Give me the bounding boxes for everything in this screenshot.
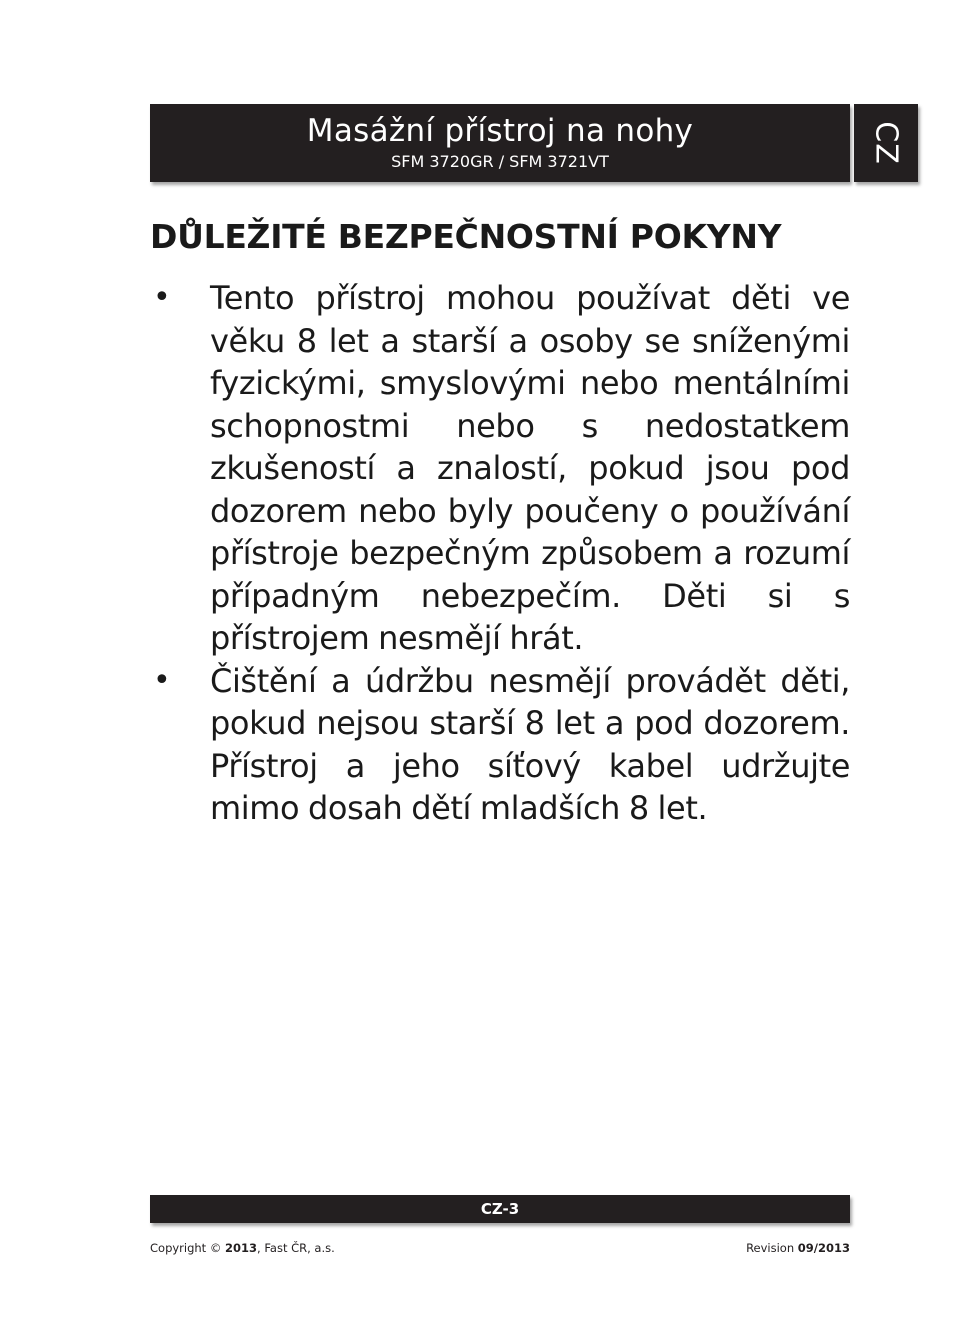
list-item xyxy=(150,660,850,830)
revision-info xyxy=(746,1241,850,1255)
revision-label: Revision xyxy=(746,1241,795,1255)
copyright-notice xyxy=(150,1241,335,1255)
section-heading: DŮLEŽITÉ BEZPEČNOSTNÍ POKYNY xyxy=(150,217,782,256)
copyright-company: , Fast ČR, a.s. xyxy=(257,1241,335,1255)
list-item-text: Tento přístroj mohou používat děti ve věku 8 let a starší a osoby se sníženými fyzickými, smyslovými nebo mentálními schopnostmi nebo s nedostatkem zkušeností a znalostí, pokud jsou pod dozorem nebo byly poučeny o používání přístroje bezpečným způsobem a rozumí případným nebezpečím. Děti si s přístrojem nesmějí hrát. xyxy=(210,279,850,657)
bullet-icon: • xyxy=(153,280,171,315)
document-title: Masážní přístroj na nohy xyxy=(306,113,694,149)
bullet-icon: • xyxy=(153,662,171,698)
header-bar xyxy=(150,104,850,182)
list-item-text: Čištění a údržbu nesmějí provádět děti, pokud nejsou starší 8 let a pod dozorem. Přístroj a jeho síťový kabel udržujte mimo dosah dětí mladších 8 let. xyxy=(210,661,850,827)
model-numbers: SFM 3720GR / SFM 3721VT xyxy=(391,152,609,171)
copyright-prefix: Copyright © xyxy=(150,1241,222,1255)
footer-bar xyxy=(150,1195,850,1223)
revision-value: 09/2013 xyxy=(797,1241,850,1255)
list-item xyxy=(150,277,850,660)
language-code: CZ xyxy=(868,121,904,165)
copyright-year: 2013 xyxy=(225,1241,258,1255)
language-tab xyxy=(854,104,918,182)
safety-instructions-list xyxy=(150,277,850,830)
page-number: CZ-3 xyxy=(480,1200,520,1218)
